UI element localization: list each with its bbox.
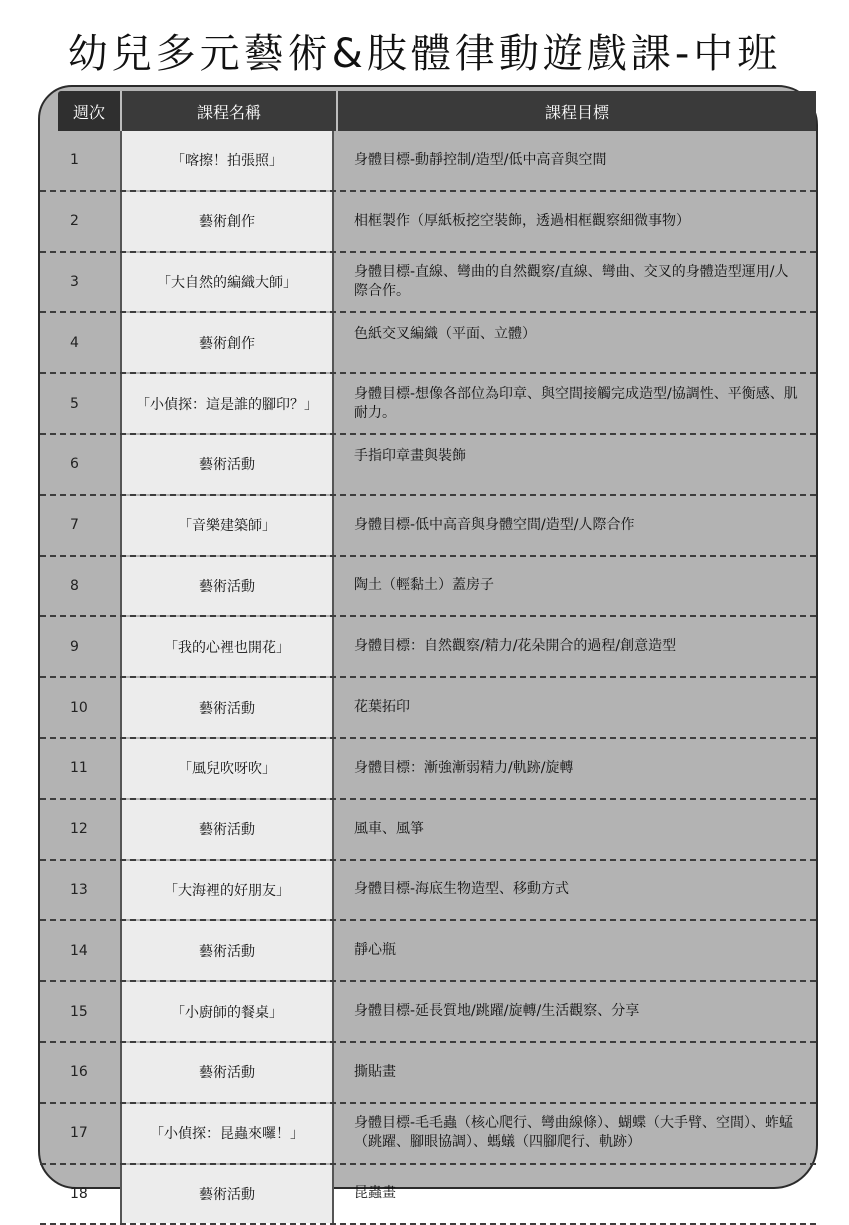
week-number: 12 [70, 821, 88, 838]
course-goal: 相框製作（厚紙板挖空裝飾，透過相框觀察細微事物） [354, 212, 690, 229]
course-name: 「喀擦！拍張照」 [120, 131, 334, 190]
course-name: 「我的心裡也開花」 [120, 617, 334, 676]
header-course-goal: 課程目標 [336, 91, 816, 131]
course-name: 「風兒吹呀吹」 [120, 739, 334, 798]
course-goal: 陶土（輕黏土）蓋房子 [354, 577, 494, 594]
course-goal: 身體目標-動靜控制/造型/低中高音與空間 [354, 151, 607, 168]
page-title: 幼兒多元藝術&肢體律動遊戲課-中班 [67, 31, 782, 77]
course-name: 藝術創作 [120, 192, 334, 251]
table-row [40, 131, 816, 192]
table-row [40, 1165, 816, 1225]
table-row [40, 435, 816, 496]
course-name: 藝術創作 [120, 313, 334, 372]
course-goal: 靜心瓶 [354, 942, 396, 959]
week-number: 1 [70, 152, 79, 169]
course-goal: 身體目標-延長質地/跳躍/旋轉/生活觀察、分享 [354, 1003, 640, 1020]
week-number: 10 [70, 699, 88, 716]
course-goal: 身體目標-想像各部位為印章、與空間接觸完成造型/協調性、平衡感、肌耐力。 [354, 385, 798, 421]
week-number: 14 [70, 942, 88, 959]
course-goal: 色紙交叉編織（平面、立體） [354, 326, 536, 343]
course-table [38, 85, 818, 1203]
course-name: 「小偵探：這是誰的腳印？」 [120, 374, 334, 433]
table-row [40, 253, 816, 314]
course-goal: 身體目標-毛毛蟲（核心爬行、彎曲線條）、蝴蝶（大手臂、空間）、蚱蜢（跳躍、腳眼協調）、螞蟻（四腳爬行、軌跡） [354, 1115, 794, 1151]
week-number: 6 [70, 456, 79, 473]
course-name: 「大海裡的好朋友」 [120, 861, 334, 920]
header-course-name: 課程名稱 [120, 91, 336, 131]
week-number: 2 [70, 213, 79, 230]
week-number: 7 [70, 517, 79, 534]
week-number: 17 [70, 1125, 88, 1142]
table-row [40, 496, 816, 557]
course-name: 藝術活動 [120, 678, 334, 737]
table-row [40, 374, 816, 435]
course-goal: 昆蟲畫 [354, 1185, 396, 1202]
header-week: 週次 [58, 91, 120, 131]
week-number: 5 [70, 395, 79, 412]
course-name: 「小廚師的餐桌」 [120, 982, 334, 1041]
table-row [40, 1104, 816, 1165]
course-goal: 風車、風箏 [354, 820, 424, 837]
week-number: 4 [70, 334, 79, 351]
table-row [40, 557, 816, 618]
course-name: 藝術活動 [120, 921, 334, 980]
course-name: 藝術活動 [120, 1043, 334, 1102]
course-goal: 身體目標-直線、彎曲的自然觀察/直線、彎曲、交叉的身體造型運用/人際合作。 [354, 263, 789, 299]
course-name: 「大自然的編織大師」 [120, 253, 334, 312]
table-row [40, 921, 816, 982]
week-number: 16 [70, 1064, 88, 1081]
course-goal: 身體目標-低中高音與身體空間/造型/人際合作 [354, 516, 635, 533]
course-goal: 身體目標：自然觀察/精力/花朵開合的過程/創意造型 [354, 638, 677, 655]
course-name: 藝術活動 [120, 1165, 334, 1224]
table-row [40, 800, 816, 861]
table-row [40, 982, 816, 1043]
table-row [40, 739, 816, 800]
table-row [40, 192, 816, 253]
course-goal: 手指印章畫與裝飾 [354, 447, 466, 464]
table-row [40, 617, 816, 678]
week-number: 13 [70, 881, 88, 898]
table-body [40, 131, 816, 1225]
week-number: 9 [70, 638, 79, 655]
week-number: 3 [70, 273, 79, 290]
course-name: 藝術活動 [120, 435, 334, 494]
table-header [40, 87, 816, 131]
table-row [40, 861, 816, 922]
course-goal: 身體目標-海底生物造型、移動方式 [354, 881, 570, 898]
course-goal: 身體目標：漸強漸弱精力/軌跡/旋轉 [354, 759, 574, 776]
course-name: 「音樂建築師」 [120, 496, 334, 555]
course-goal: 撕貼畫 [354, 1063, 396, 1080]
week-number: 8 [70, 577, 79, 594]
week-number: 11 [70, 760, 88, 777]
course-name: 藝術活動 [120, 800, 334, 859]
table-row [40, 1043, 816, 1104]
table-row [40, 313, 816, 374]
week-number: 18 [70, 1185, 88, 1202]
table-row [40, 678, 816, 739]
course-goal: 花葉拓印 [354, 699, 410, 716]
course-name: 藝術活動 [120, 557, 334, 616]
week-number: 15 [70, 1003, 88, 1020]
course-name: 「小偵探：昆蟲來囉！」 [120, 1104, 334, 1163]
